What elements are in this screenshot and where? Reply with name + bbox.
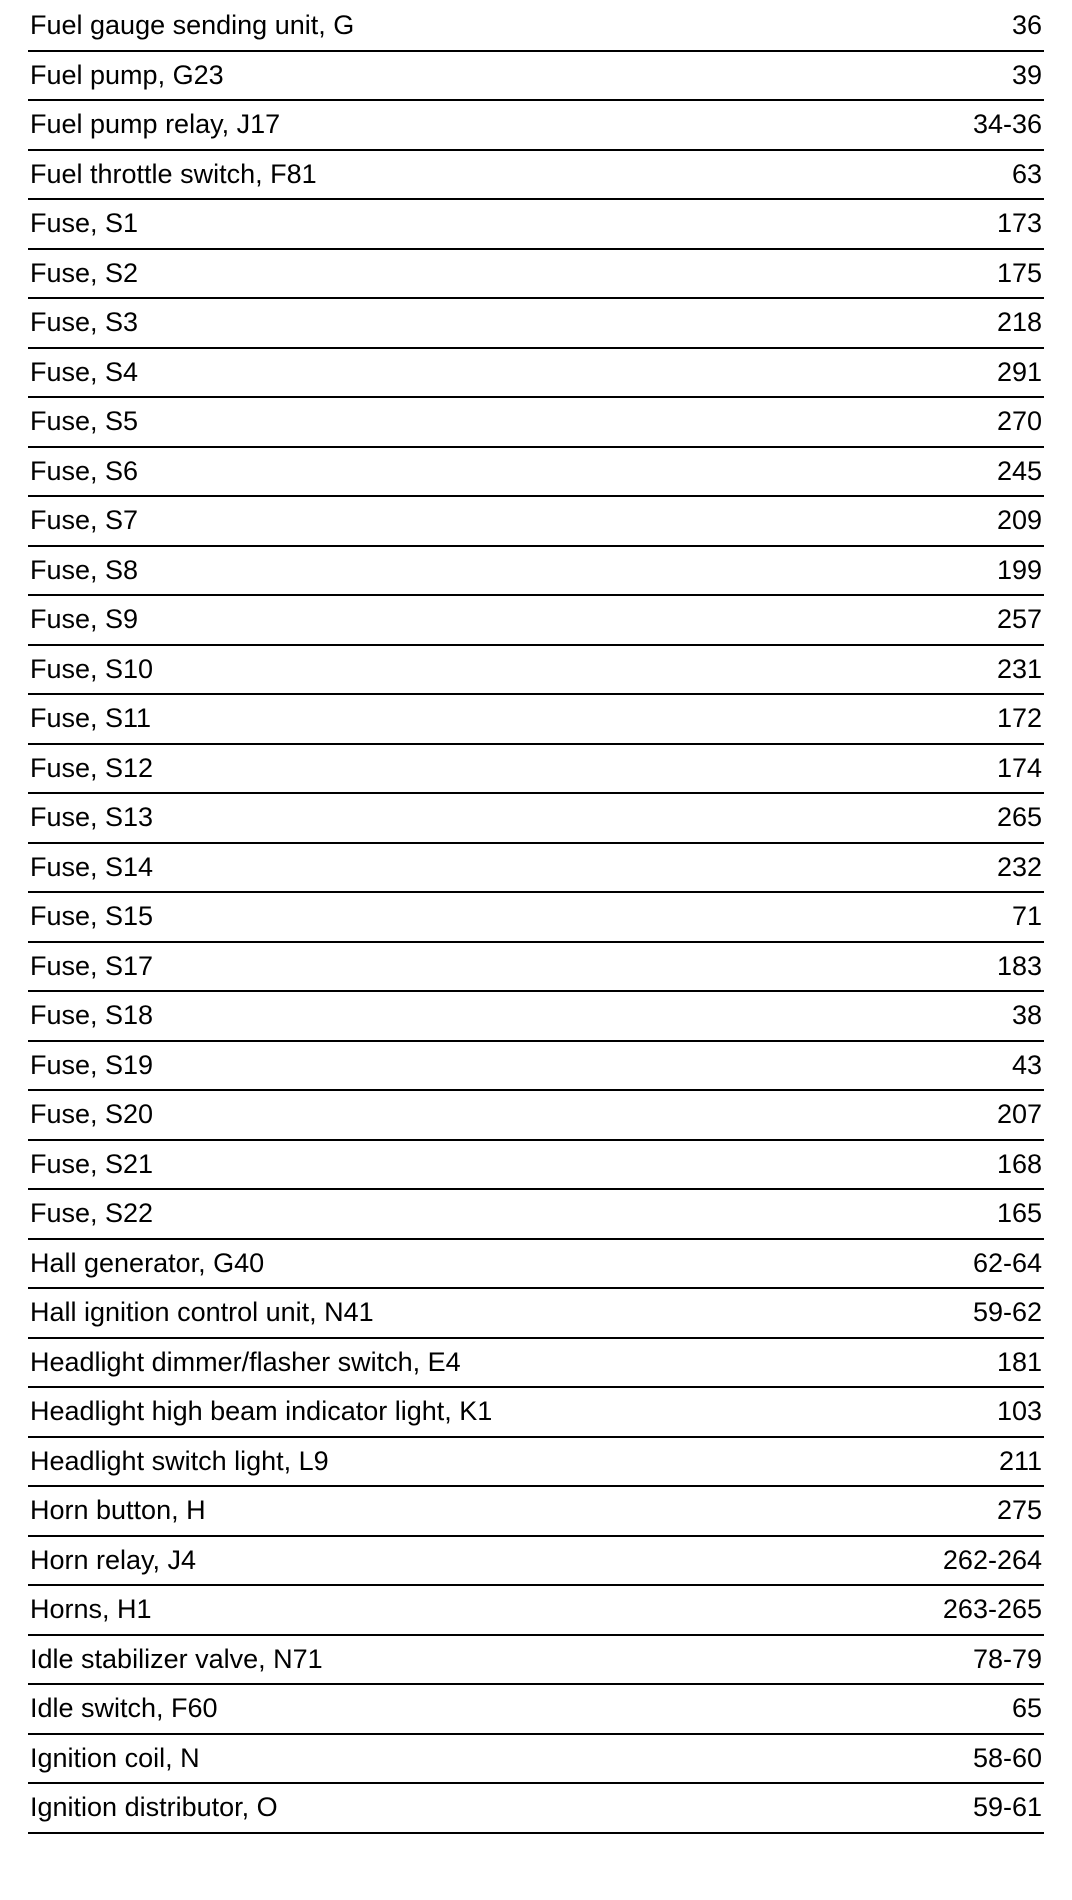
component-name: Fuse, S1: [30, 208, 139, 239]
component-name: Horns, H1: [30, 1594, 152, 1625]
page-reference: 78-79: [972, 1643, 1042, 1674]
page-reference: 181: [996, 1346, 1042, 1377]
component-name: Horn relay, J4: [30, 1544, 197, 1575]
component-name: Fuel pump relay, J17: [30, 109, 281, 140]
table-row: [28, 695, 1044, 745]
page-reference: 270: [996, 406, 1042, 437]
table-row: [28, 547, 1044, 597]
component-name: Fuse, S21: [30, 1148, 154, 1179]
component-name: Fuel throttle switch, F81: [30, 158, 317, 189]
component-name: Headlight dimmer/flasher switch, E4: [30, 1346, 461, 1377]
table-row: [28, 398, 1044, 448]
table-row: [28, 1735, 1044, 1785]
table-row: [28, 1339, 1044, 1389]
table-row: [28, 200, 1044, 250]
table-row: [28, 1784, 1044, 1834]
page-reference: 165: [996, 1198, 1042, 1229]
component-name: Ignition distributor, O: [30, 1792, 278, 1823]
page-reference: 65: [1011, 1693, 1042, 1724]
page-reference: 173: [996, 208, 1042, 239]
page-reference: 43: [1011, 1049, 1042, 1080]
component-name: Fuse, S8: [30, 554, 139, 585]
table-row: [28, 299, 1044, 349]
page-reference: 36: [1011, 10, 1042, 41]
component-name: Fuse, S12: [30, 752, 154, 783]
component-name: Horn button, H: [30, 1495, 206, 1526]
table-row: [28, 1289, 1044, 1339]
page-reference: 183: [996, 950, 1042, 981]
component-name: Fuel pump, G23: [30, 59, 224, 90]
table-row: [28, 52, 1044, 102]
table-row: [28, 596, 1044, 646]
page-reference: 63: [1011, 158, 1042, 189]
component-name: Fuse, S18: [30, 1000, 154, 1031]
table-row: [28, 1636, 1044, 1686]
page-reference: 207: [996, 1099, 1042, 1130]
component-name: Fuse, S2: [30, 257, 139, 288]
page-reference: 71: [1011, 901, 1042, 932]
page-reference: 257: [996, 604, 1042, 635]
component-name: Headlight switch light, L9: [30, 1445, 329, 1476]
page-reference: 232: [996, 851, 1042, 882]
page-reference: 231: [996, 653, 1042, 684]
component-name: Fuse, S4: [30, 356, 139, 387]
page-reference: 62-64: [972, 1247, 1042, 1278]
component-name: Fuse, S5: [30, 406, 139, 437]
component-name: Fuse, S3: [30, 307, 139, 338]
table-row: [28, 1487, 1044, 1537]
page-reference: 34-36: [972, 109, 1042, 140]
component-name: Fuse, S9: [30, 604, 139, 635]
page-reference: 275: [996, 1495, 1042, 1526]
page-reference: 59-61: [972, 1792, 1042, 1823]
component-name: Fuse, S22: [30, 1198, 154, 1229]
component-name: Idle switch, F60: [30, 1693, 218, 1724]
table-row: [28, 1240, 1044, 1290]
page-reference: 211: [998, 1445, 1042, 1476]
page-reference: 39: [1011, 59, 1042, 90]
table-row: [28, 992, 1044, 1042]
table-row: [28, 349, 1044, 399]
page-reference: 103: [996, 1396, 1042, 1427]
page-reference: 168: [996, 1148, 1042, 1179]
page-reference: 172: [996, 703, 1042, 734]
table-row: [28, 101, 1044, 151]
component-name: Fuel gauge sending unit, G: [30, 10, 355, 41]
table-row: [28, 943, 1044, 993]
component-name: Fuse, S15: [30, 901, 154, 932]
page-reference: 218: [996, 307, 1042, 338]
component-name: Fuse, S11: [30, 703, 152, 734]
component-name: Fuse, S10: [30, 653, 154, 684]
page-reference: 58-60: [972, 1742, 1042, 1773]
table-row: [28, 151, 1044, 201]
table-row: [28, 2, 1044, 52]
table-row: [28, 893, 1044, 943]
table-row: [28, 844, 1044, 894]
page-reference: 59-62: [972, 1297, 1042, 1328]
component-name: Fuse, S17: [30, 950, 154, 981]
table-row: [28, 1586, 1044, 1636]
component-name: Fuse, S13: [30, 802, 154, 833]
table-row: [28, 1141, 1044, 1191]
component-name: Hall generator, G40: [30, 1247, 265, 1278]
page-reference: 38: [1011, 1000, 1042, 1031]
component-name: Fuse, S7: [30, 505, 139, 536]
table-row: [28, 1091, 1044, 1141]
component-index-table: [28, 2, 1044, 1834]
table-row: [28, 1042, 1044, 1092]
component-name: Fuse, S19: [30, 1049, 154, 1080]
component-name: Ignition coil, N: [30, 1742, 200, 1773]
page-reference: 262-264: [942, 1544, 1042, 1575]
page-reference: 209: [996, 505, 1042, 536]
table-row: [28, 250, 1044, 300]
table-row: [28, 1685, 1044, 1735]
table-row: [28, 497, 1044, 547]
table-row: [28, 1537, 1044, 1587]
component-name: Headlight high beam indicator light, K1: [30, 1396, 493, 1427]
page-reference: 245: [996, 455, 1042, 486]
page-reference: 199: [996, 554, 1042, 585]
component-name: Idle stabilizer valve, N71: [30, 1643, 323, 1674]
table-row: [28, 448, 1044, 498]
page-reference: 174: [996, 752, 1042, 783]
table-row: [28, 646, 1044, 696]
page-reference: 175: [996, 257, 1042, 288]
page-reference: 265: [996, 802, 1042, 833]
table-row: [28, 745, 1044, 795]
table-row: [28, 1438, 1044, 1488]
component-name: Hall ignition control unit, N41: [30, 1297, 374, 1328]
table-row: [28, 1190, 1044, 1240]
component-name: Fuse, S6: [30, 455, 139, 486]
component-name: Fuse, S14: [30, 851, 154, 882]
table-row: [28, 1388, 1044, 1438]
page-reference: 263-265: [942, 1594, 1042, 1625]
page-reference: 291: [996, 356, 1042, 387]
component-name: Fuse, S20: [30, 1099, 154, 1130]
table-row: [28, 794, 1044, 844]
